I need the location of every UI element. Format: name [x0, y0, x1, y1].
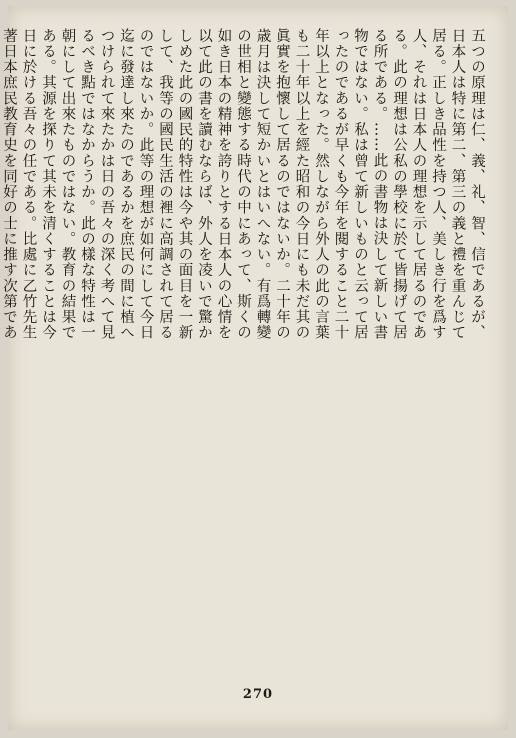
top-paragraph: 五つの原理は仁、義、礼、智、信であるが、日本人は特に第二、第三の義と禮を重んじて居る。正しき品性を持つ人、美しき行を爲す人、それは日本人の理想を示して居るのである。此の理想は公私の學校に於て皆揚げて居る所である。……此の書物は決して新しい書物ではない。私は曾て新しいものと云って居ったのであるが早くも今年を閱すること二十年以上となった。然しながら外人の此の言葉も二十年以上を經た昭和の今日にも未だ其の眞實を抱懷して居るのではないか。二十年の歳月は決して短かいとはいへない。有爲轉變の世相と變態する時代の中にあって、斯くの如き日本の精神を誇りとする日本人の心情を以て此の書を讀むならば、外人を凌いで驚かしめた此の國民的特性は今や其の面目を一新して、我等の國民生活の裡に高調されて居るのではないか。此等の理想が如何にして今日迄に發達し來たのであるかを庶民の間に植へつけられて來たかは日の吾々の深く考へて見るべき點ではなからうか。此の樣な特性は一朝にして出來たものではない。教育の結果である。其源を探りて其未を清くすることは今日に於ける吾々の任である。比處に乙竹先生著日本庶民教育史を同好の士に推す次第であ	[1, 28, 485, 340]
book-page	[1, 6, 508, 730]
page-number: 270	[242, 687, 274, 702]
vertical-text-area	[1, 28, 486, 678]
top-text-block	[0, 28, 486, 340]
